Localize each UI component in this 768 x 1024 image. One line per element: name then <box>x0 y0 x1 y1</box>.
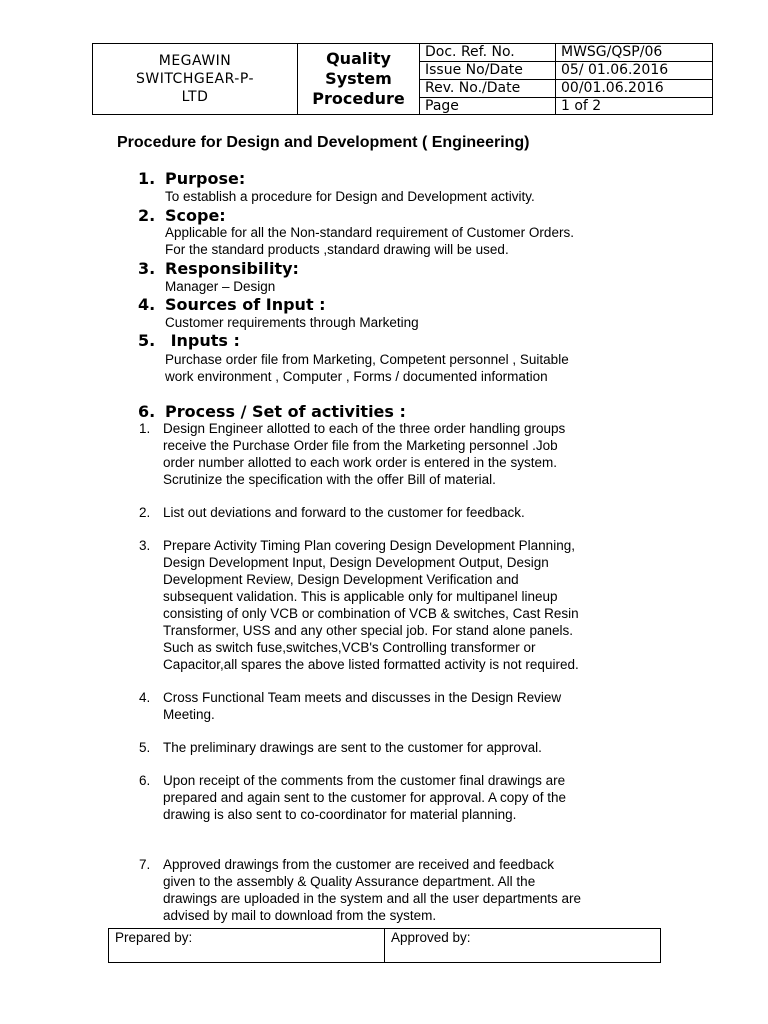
section-title: Responsibility: <box>165 259 299 278</box>
section-title: Process / Set of activities : <box>165 402 406 421</box>
activity-line: drawing is also sent to co-coordinator for material planning. <box>163 807 517 822</box>
section-number: 5. <box>138 331 156 350</box>
activity-number: 5. <box>139 740 151 755</box>
activity-item <box>139 504 525 521</box>
section-heading-sources-of-input <box>138 295 326 314</box>
activity-line: Development Review, Design Development Verification and <box>163 572 519 587</box>
section-heading-responsibility <box>138 259 299 278</box>
body-line: Customer requirements through Marketing <box>165 315 419 330</box>
section-number: 6. <box>138 402 156 421</box>
company-name-line: MEGAWIN <box>158 53 232 69</box>
page-value: 1 of 2 <box>561 98 602 114</box>
activity-line: Design Engineer allotted to each of the three order handling groups <box>163 421 566 436</box>
activity-number: 4. <box>139 690 151 705</box>
procedure-type-line: Quality <box>326 49 391 68</box>
section-heading-scope <box>138 206 226 225</box>
section-heading-inputs <box>138 331 240 350</box>
section-heading-process <box>138 402 406 421</box>
activity-line: consisting of only VCB or combination of VCB & switches, Cast Resin <box>163 606 579 621</box>
section-number: 1. <box>138 169 156 188</box>
signature-table <box>108 928 661 963</box>
activity-line: Upon receipt of the comments from the customer final drawings are <box>163 773 566 788</box>
page-label: Page <box>420 98 556 115</box>
activity-item <box>139 856 581 924</box>
activity-line: Meeting. <box>163 707 215 722</box>
activity-item <box>139 420 565 488</box>
body-line: Applicable for all the Non-standard requirement of Customer Orders. <box>165 225 574 240</box>
approved-by-label: Approved by: <box>391 930 471 945</box>
body-line: To establish a procedure for Design and Development activity. <box>165 189 535 204</box>
activity-line: Prepare Activity Timing Plan covering Design Development Planning, <box>163 538 575 553</box>
activity-item <box>139 739 542 756</box>
procedure-type-cell <box>298 44 420 114</box>
doc-ref-value: MWSG/QSP/06 <box>556 44 712 62</box>
activity-line: subsequent validation. This is applicable only for multipanel lineup <box>163 589 558 604</box>
activity-item <box>139 537 579 673</box>
activity-line: Cross Functional Team meets and discusses in the Design Review <box>163 690 562 705</box>
section-title: Purpose: <box>165 169 246 188</box>
section-title: Inputs : <box>165 331 240 350</box>
activity-line: List out deviations and forward to the customer for feedback. <box>163 505 525 520</box>
body-line: Purchase order file from Marketing, Competent personnel , Suitable <box>165 352 569 367</box>
document-header-table <box>92 43 713 115</box>
company-name-line: LTD <box>181 89 209 105</box>
procedure-type-line: Procedure <box>312 89 405 108</box>
company-name-cell <box>93 44 298 114</box>
revision-label: Rev. No./Date <box>420 80 556 98</box>
issue-label: Issue No/Date <box>420 62 556 80</box>
procedure-type-line: System <box>325 69 392 88</box>
activity-line: Such as switch fuse,switches,VCB's Controlling transformer or <box>163 640 536 655</box>
activity-number: 7. <box>139 857 151 872</box>
revision-value: 00/01.06.2016 <box>556 80 712 98</box>
section-body-inputs <box>165 351 569 385</box>
company-name-line: SWITCHGEAR-P- <box>135 71 255 87</box>
activity-number: 3. <box>139 538 151 553</box>
activity-number: 2. <box>139 505 151 520</box>
section-number: 2. <box>138 206 156 225</box>
document-title: Procedure for Design and Development ( Engineering) <box>117 134 530 151</box>
activity-line: Scrutinize the specification with the offer Bill of material. <box>163 472 496 487</box>
section-number: 3. <box>138 259 156 278</box>
section-body-responsibility <box>165 278 275 295</box>
document-info-grid <box>420 44 712 114</box>
activity-line: prepared and again sent to the customer for approval. A copy of the <box>163 790 567 805</box>
doc-ref-label: Doc. Ref. No. <box>420 44 556 62</box>
activity-line: given to the assembly & Quality Assurance department. All the <box>163 874 536 889</box>
activity-line: The preliminary drawings are sent to the customer for approval. <box>163 740 542 755</box>
section-body-sources-of-input <box>165 314 419 331</box>
body-line: work environment , Computer , Forms / documented information <box>165 369 548 384</box>
section-title: Scope: <box>165 206 226 225</box>
section-number: 4. <box>138 295 156 314</box>
activity-line: receive the Purchase Order file from the Marketing personnel .Job <box>163 438 558 453</box>
body-line: For the standard products ,standard drawing will be used. <box>165 242 509 257</box>
body-line: Manager – Design <box>165 279 276 294</box>
activity-item <box>139 689 561 723</box>
activity-line: advised by mail to download from the system. <box>163 908 437 923</box>
activity-line: Design Development Input, Design Development Output, Design <box>163 555 549 570</box>
activity-item <box>139 772 566 823</box>
activity-line: Approved drawings from the customer are received and feedback <box>163 857 554 872</box>
activity-line: Capacitor,all spares the above listed formatted activity is not required. <box>163 657 579 672</box>
section-heading-purpose <box>138 169 245 188</box>
activity-line: drawings are uploaded in the system and all the user departments are <box>163 891 581 906</box>
activity-line: order number allotted to each work order is entered in the system. <box>163 455 557 470</box>
section-body-purpose <box>165 188 535 205</box>
prepared-by-label: Prepared by: <box>109 929 385 962</box>
activity-number: 6. <box>139 773 151 788</box>
issue-value: 05/ 01.06.2016 <box>556 62 712 80</box>
section-title: Sources of Input : <box>165 295 326 314</box>
activity-line: Transformer, USS and any other special job. For stand alone panels. <box>163 623 573 638</box>
activity-number: 1. <box>139 421 151 436</box>
section-body-scope <box>165 224 574 258</box>
